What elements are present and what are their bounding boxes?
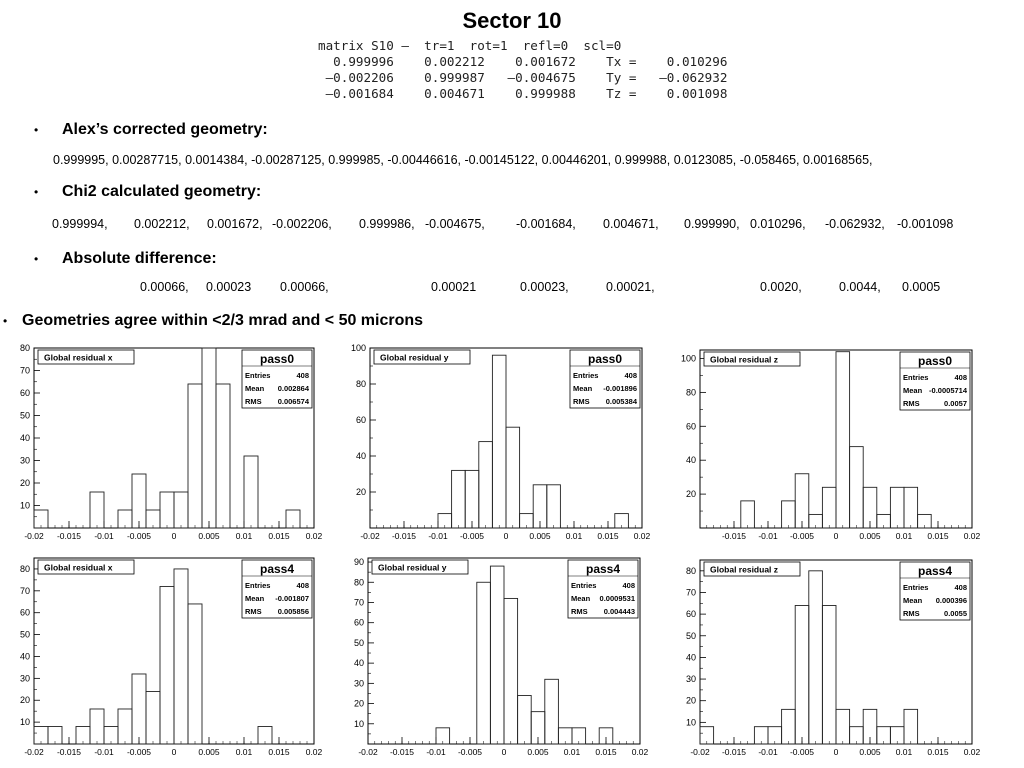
chi2-value: 0.999994,: [52, 217, 108, 231]
stats-label: RMS: [903, 399, 920, 408]
stats-name: pass0: [587, 352, 623, 366]
chi2-value: 0.004671,: [603, 217, 659, 231]
stats-label: RMS: [245, 607, 262, 616]
stats-value: 0.0055: [944, 609, 967, 618]
stats-value: 408: [954, 373, 967, 382]
stats-label: Entries: [245, 581, 271, 590]
plot-title: Global residual z: [710, 564, 779, 575]
y-tick-label: 40: [19, 433, 30, 443]
x-tick-label: 0.02: [963, 747, 981, 757]
plot-title: Global residual x: [44, 352, 113, 363]
x-tick-label: 0.015: [595, 747, 617, 757]
stats-label: Mean: [245, 594, 265, 603]
stats-label: Mean: [245, 384, 265, 393]
bullet-marker: •: [3, 314, 8, 328]
stats-name: pass4: [917, 564, 953, 578]
stats-value: 408: [954, 583, 967, 592]
x-tick-label: -0.015: [56, 531, 82, 541]
x-tick-label: -0.015: [389, 747, 415, 757]
plot-title: Global residual y: [380, 352, 449, 363]
difference-value: 0.0020,: [760, 280, 802, 294]
y-tick-label: 40: [19, 651, 30, 662]
stats-value: 408: [296, 371, 309, 380]
chi2-value: 0.999986,: [359, 217, 415, 231]
x-tick-label: 0.015: [268, 747, 290, 757]
stats-label: Entries: [573, 371, 599, 380]
x-tick-label: 0.02: [305, 531, 322, 541]
y-tick-label: 30: [685, 674, 696, 685]
y-tick-label: 80: [353, 577, 364, 588]
stats-value: 0.0009531: [599, 594, 635, 603]
stats-label: Mean: [571, 594, 591, 603]
stats-value: 0.002864: [277, 384, 309, 393]
stats-value: 0.0057: [944, 399, 967, 408]
plot-title: Global residual x: [44, 562, 113, 573]
y-tick-label: 40: [685, 652, 696, 663]
stats-name: pass0: [259, 352, 295, 366]
y-tick-label: 40: [685, 455, 696, 466]
matrix-row: –0.001684 0.004671 0.999988 Tz = 0.001098: [318, 86, 728, 101]
stats-label: Entries: [903, 373, 929, 382]
y-tick-label: 80: [685, 565, 696, 576]
stats-value: 0.006574: [277, 397, 309, 406]
x-tick-label: -0.005: [789, 531, 815, 541]
x-tick-label: 0: [171, 747, 177, 757]
y-tick-label: 60: [355, 415, 366, 425]
x-tick-label: -0.01: [758, 531, 778, 541]
plot-title: Global residual y: [378, 562, 447, 573]
y-tick-label: 100: [350, 343, 366, 353]
stats-value: 408: [296, 581, 309, 590]
x-tick-label: 0.02: [963, 531, 981, 541]
stats-label: Entries: [903, 583, 929, 592]
y-tick-label: 100: [680, 353, 696, 364]
heading-alex-geometry: Alex’s corrected geometry:: [62, 121, 268, 138]
stats-value: -0.0005714: [929, 386, 967, 395]
x-tick-label: -0.01: [94, 747, 114, 757]
y-tick-label: 40: [355, 451, 366, 461]
stats-value: -0.001807: [275, 594, 309, 603]
x-tick-label: 0.005: [198, 531, 220, 541]
x-tick-label: -0.01: [94, 531, 114, 541]
y-tick-label: 60: [19, 607, 30, 618]
y-tick-label: 50: [19, 410, 30, 421]
x-tick-label: -0.02: [24, 747, 44, 757]
y-tick-label: 60: [19, 388, 30, 398]
y-tick-label: 70: [353, 597, 364, 608]
x-tick-label: 0.01: [235, 531, 253, 541]
chi2-value: -0.001098: [897, 217, 954, 231]
stats-label: RMS: [245, 397, 262, 406]
y-tick-label: 30: [353, 678, 364, 689]
chi2-value: 0.002212,: [134, 217, 190, 231]
alex-geometry-values: 0.999995, 0.00287715, 0.0014384, -0.00287125, 0.999985, -0.00446616, -0.00145122, 0.00446201, 0.999988, 0.0123085, -0.058465, 0.00168565,: [53, 153, 873, 167]
x-tick-label: -0.015: [56, 747, 82, 757]
x-tick-label: 0.015: [927, 747, 949, 757]
x-tick-label: 0.01: [235, 747, 253, 757]
matrix-row: –0.002206 0.999987 –0.004675 Ty = –0.062932: [318, 70, 728, 85]
y-tick-label: 80: [19, 563, 30, 574]
x-tick-label: 0.01: [565, 531, 583, 541]
stats-name: pass0: [917, 354, 953, 368]
histogram-residual-x-pass4: [0, 552, 322, 764]
x-tick-label: 0.01: [895, 747, 913, 757]
y-tick-label: 20: [355, 487, 366, 497]
plot-title: Global residual z: [710, 354, 779, 365]
stats-value: 0.004443: [603, 607, 635, 616]
stats-label: RMS: [903, 609, 920, 618]
y-tick-label: 10: [19, 717, 30, 728]
heading-absolute-difference: Absolute difference:: [62, 250, 217, 267]
histogram-residual-y-pass4: [340, 552, 652, 764]
x-tick-label: -0.005: [789, 747, 815, 757]
x-tick-label: 0.005: [529, 531, 551, 541]
y-tick-label: 60: [685, 421, 696, 432]
stats-name: pass4: [585, 562, 621, 576]
stats-label: Mean: [903, 596, 923, 605]
x-tick-label: 0.01: [563, 747, 581, 757]
x-tick-label: -0.015: [391, 531, 417, 541]
y-tick-label: 30: [19, 673, 30, 684]
y-tick-label: 20: [353, 698, 364, 709]
page-title: Sector 10: [462, 8, 562, 33]
y-tick-label: 80: [355, 379, 366, 389]
y-tick-label: 50: [19, 629, 30, 640]
difference-value: 0.00023,: [520, 280, 569, 294]
stats-label: Mean: [573, 384, 593, 393]
y-tick-label: 20: [685, 695, 696, 706]
stats-value: 0.005384: [605, 397, 637, 406]
difference-value: 0.0044,: [839, 280, 881, 294]
stats-value: 408: [622, 581, 635, 590]
x-tick-label: 0.02: [631, 747, 649, 757]
x-tick-label: -0.01: [758, 747, 778, 757]
chi2-value: -0.002206,: [272, 217, 332, 231]
x-tick-label: -0.02: [360, 531, 380, 541]
stats-value: -0.001896: [603, 384, 637, 393]
y-tick-label: 70: [19, 365, 30, 376]
x-tick-label: -0.01: [428, 531, 448, 541]
x-tick-label: -0.005: [459, 531, 485, 541]
chi2-value: 0.010296,: [750, 217, 806, 231]
x-tick-label: -0.015: [721, 531, 747, 541]
histogram-residual-y-pass0: [340, 342, 652, 548]
difference-value: 0.00021: [431, 280, 477, 294]
matrix-header: matrix S10 – tr=1 rot=1 refl=0 scl=0: [318, 38, 622, 53]
x-tick-label: -0.015: [721, 747, 747, 757]
bullet-marker: •: [34, 123, 39, 137]
chi2-value: -0.004675,: [425, 217, 485, 231]
y-tick-label: 50: [685, 630, 696, 641]
bullet-marker: •: [34, 252, 39, 266]
x-tick-label: 0.005: [859, 747, 881, 757]
y-tick-label: 80: [19, 343, 30, 353]
x-tick-label: 0.015: [927, 531, 949, 541]
chi2-value: -0.001684,: [516, 217, 576, 231]
x-tick-label: 0.015: [597, 531, 619, 541]
stats-label: Mean: [903, 386, 923, 395]
x-tick-label: -0.01: [426, 747, 446, 757]
y-tick-label: 60: [685, 609, 696, 620]
chi2-value: 0.001672,: [207, 217, 263, 231]
x-tick-label: 0.02: [305, 747, 322, 757]
x-tick-label: 0: [503, 531, 509, 541]
y-tick-label: 70: [685, 587, 696, 598]
x-tick-label: 0.005: [527, 747, 549, 757]
x-tick-label: 0.005: [198, 747, 220, 757]
y-tick-label: 20: [19, 695, 30, 706]
difference-value: 0.00066,: [140, 280, 189, 294]
stats-label: RMS: [573, 397, 590, 406]
y-tick-label: 20: [685, 489, 696, 500]
heading-conclusion: Geometries agree within <2/3 mrad and < 50 microns: [22, 312, 424, 329]
matrix-row: 0.999996 0.002212 0.001672 Tx = 0.010296: [318, 54, 728, 69]
difference-value: 0.00023: [206, 280, 252, 294]
x-tick-label: 0.01: [895, 531, 913, 541]
bullet-marker: •: [34, 185, 39, 199]
y-tick-label: 10: [353, 718, 364, 729]
y-tick-label: 70: [19, 585, 30, 596]
y-tick-label: 30: [19, 455, 30, 466]
histogram-residual-x-pass0: [0, 342, 322, 548]
x-tick-label: 0.02: [633, 531, 651, 541]
histogram-residual-z-pass4: [672, 552, 984, 764]
transform-matrix: [318, 38, 727, 102]
x-tick-label: -0.02: [24, 531, 44, 541]
x-tick-label: 0: [833, 747, 839, 757]
chi2-value: 0.999990,: [684, 217, 740, 231]
y-tick-label: 60: [353, 617, 364, 628]
x-tick-label: 0: [833, 531, 839, 541]
stats-value: 408: [624, 371, 637, 380]
stats-value: 0.005856: [277, 607, 309, 616]
y-tick-label: 20: [19, 478, 30, 488]
y-tick-label: 50: [353, 637, 364, 648]
stats-label: RMS: [571, 607, 588, 616]
y-tick-label: 90: [353, 557, 364, 568]
x-tick-label: -0.02: [358, 747, 378, 757]
x-tick-label: -0.005: [457, 747, 483, 757]
y-tick-label: 40: [353, 658, 364, 669]
x-tick-label: -0.005: [126, 747, 152, 757]
y-tick-label: 80: [685, 387, 696, 398]
x-tick-label: 0: [171, 531, 177, 541]
x-tick-label: -0.005: [126, 531, 152, 541]
y-tick-label: 10: [685, 717, 696, 728]
stats-label: Entries: [245, 371, 271, 380]
x-tick-label: 0.015: [268, 531, 290, 541]
x-tick-label: -0.02: [690, 747, 710, 757]
histogram-residual-z-pass0: [672, 342, 984, 548]
difference-value: 0.0005: [902, 280, 941, 294]
heading-chi2-geometry: Chi2 calculated geometry:: [62, 183, 262, 200]
y-tick-label: 10: [19, 500, 30, 511]
difference-value: 0.00066,: [280, 280, 329, 294]
x-tick-label: 0: [501, 747, 507, 757]
chi2-value: -0.062932,: [825, 217, 885, 231]
difference-value: 0.00021,: [606, 280, 655, 294]
stats-label: Entries: [571, 581, 597, 590]
stats-value: 0.000396: [935, 596, 967, 605]
x-tick-label: 0.005: [859, 531, 881, 541]
stats-name: pass4: [259, 562, 295, 576]
